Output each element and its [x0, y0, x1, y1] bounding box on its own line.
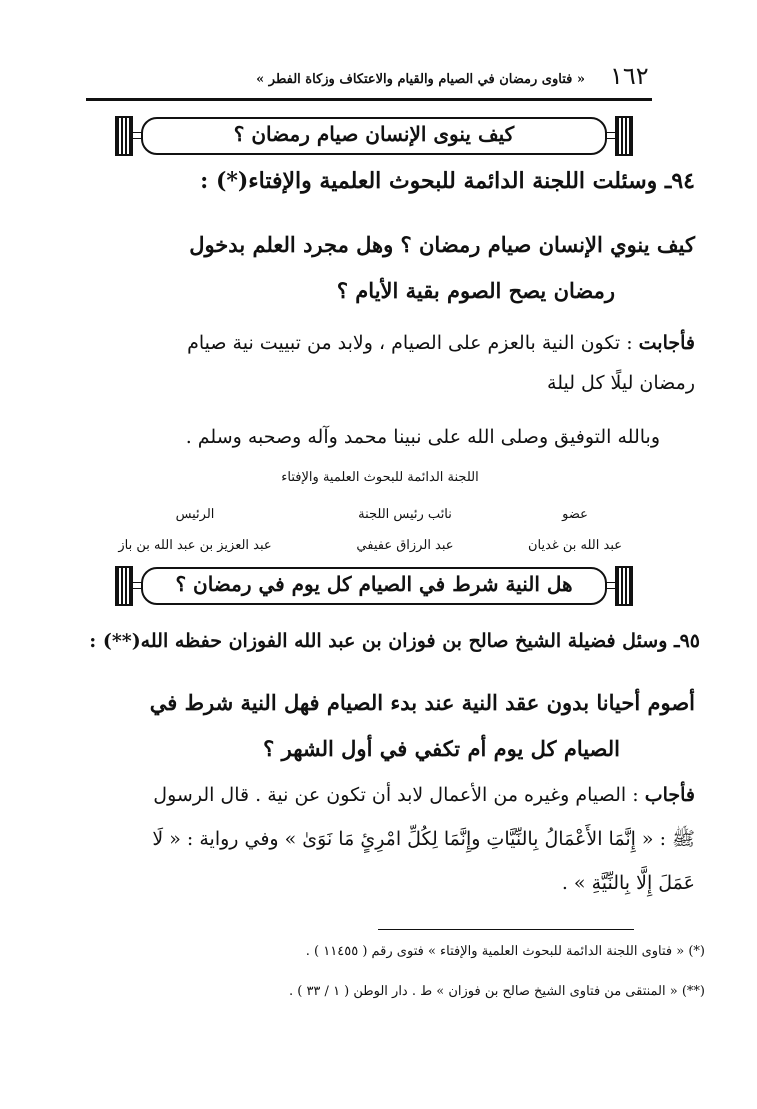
- footnote-rule: [378, 929, 634, 930]
- question-body-line: رمضان يصح الصوم بقية الأيام ؟: [336, 278, 615, 303]
- signatory-name: عبد العزيز بن عبد الله بن باز: [118, 538, 272, 553]
- page-number: ١٦٢: [610, 62, 649, 90]
- signatory-role: نائب رئيس اللجنة: [358, 507, 452, 522]
- question-body-line: كيف ينوي الإنسان صيام رمضان ؟ وهل مجرد العلم بدخول: [189, 232, 695, 257]
- section-banner-1: [115, 116, 633, 154]
- question-body-line: أصوم أحيانا بدون عقد النية عند بدء الصيام فهل النية شرط في: [149, 690, 695, 715]
- answer-line: ﷺ : « إِنَّمَا الأَعْمَالُ بِالنِّيَّاتِ وإِنَّمَا لِكُلِّ امْرِئٍ مَا نَوَىٰ » وفي رواية : « لَا: [152, 828, 695, 850]
- banner-title: هل النية شرط في الصيام كل يوم في رمضان ؟: [175, 572, 573, 596]
- answer-line: عَمَلَ إِلَّا بِالنِّيَّةِ » .: [561, 872, 695, 894]
- footnote: (*) « فتاوى اللجنة الدائمة للبحوث العلمية والإفتاء » فتوى رقم ( ١١٤٥٥ ) .: [305, 944, 705, 959]
- signatory-deputy: [305, 507, 505, 553]
- committee-title: اللجنة الدائمة للبحوث العلمية والإفتاء: [281, 470, 479, 485]
- signatory-name: عبد الله بن غديان: [527, 538, 622, 553]
- running-title: « فتاوى رمضان في الصيام والقيام والاعتكاف وزكاة الفطر »: [256, 72, 585, 87]
- footnote: (**) « المنتقى من فتاوى الشيخ صالح بن فوزان » ط . دار الوطن ( ١ / ٣٣ ) .: [288, 984, 705, 999]
- closing-line: وبالله التوفيق وصلى الله على نبينا محمد وآله وصحبه وسلم .: [185, 426, 660, 448]
- answer-text: : الصيام وغيره من الأعمال لابد أن تكون عن نية . قال الرسول: [153, 784, 645, 806]
- answer-text: : تكون النية بالعزم على الصيام ، ولابد من تبييت نية صيام: [187, 332, 639, 354]
- answer-label: فأجاب: [644, 784, 695, 806]
- signatory-role: عضو: [562, 507, 588, 522]
- answer-line: رمضان ليلًا كل ليلة: [547, 372, 695, 394]
- answer-line: [80, 772, 695, 818]
- answer-label: فأجابت: [638, 332, 695, 354]
- signatory-member: [495, 507, 655, 553]
- banner-title: كيف ينوى الإنسان صيام رمضان ؟: [233, 122, 515, 146]
- signatory-chairman: [95, 507, 295, 553]
- header-rule: [86, 98, 652, 101]
- signatory-name: عبد الرزاق عفيفي: [356, 538, 454, 553]
- question-heading: ٩٤ـ وسئلت اللجنة الدائمة للبحوث العلمية والإفتاء(*) :: [200, 168, 695, 194]
- question-heading: ٩٥ـ وسئل فضيلة الشيخ صالح بن فوزان بن عبد الله الفوزان حفظه الله(**) :: [89, 630, 700, 652]
- signatory-role: الرئيس: [175, 507, 215, 522]
- question-body-line: الصيام كل يوم أم تكفي في أول الشهر ؟: [263, 736, 620, 761]
- section-banner-2: [115, 566, 633, 604]
